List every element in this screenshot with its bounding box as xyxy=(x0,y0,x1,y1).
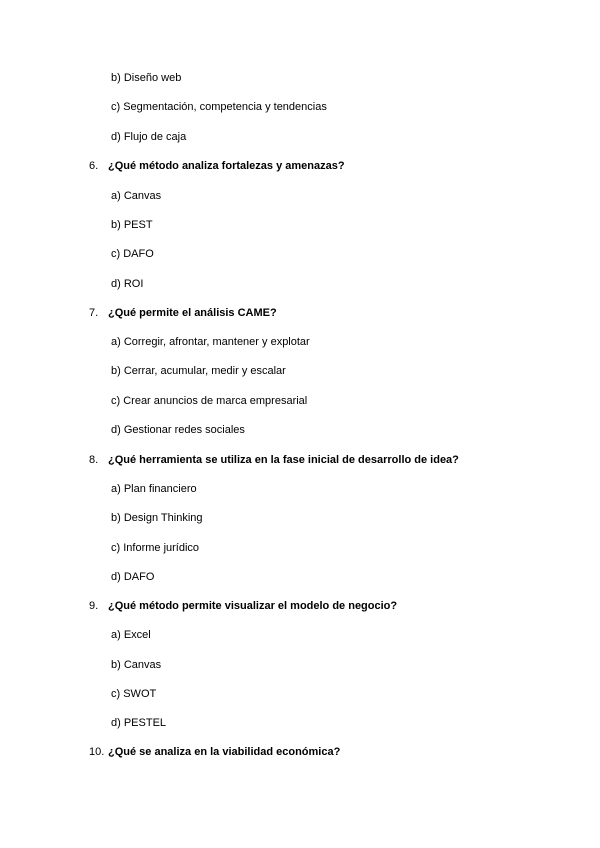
option-c-crear-anuncios: c) Crear anuncios de marca empresarial xyxy=(111,395,308,407)
question-number: 9. xyxy=(89,600,99,612)
question-number: 8. xyxy=(89,454,99,466)
option-b-cerrar: b) Cerrar, acumular, medir y escalar xyxy=(111,365,286,377)
option-a-excel: a) Excel xyxy=(111,629,151,641)
option-c-swot: c) SWOT xyxy=(111,688,157,700)
option-d-roi: d) ROI xyxy=(111,278,144,290)
question-8 xyxy=(89,453,459,467)
question-number: 6. xyxy=(89,160,99,172)
option-d-dafo: d) DAFO xyxy=(111,571,155,583)
option-c-segmentation: c) Segmentación, competencia y tendencias xyxy=(111,101,327,113)
option-b-canvas: b) Canvas xyxy=(111,659,162,671)
question-number: 7. xyxy=(89,307,99,319)
option-a-plan-financiero: a) Plan financiero xyxy=(111,483,197,495)
question-text: ¿Qué herramienta se utiliza en la fase inicial de desarrollo de idea? xyxy=(108,454,459,466)
question-text: ¿Qué permite el análisis CAME? xyxy=(108,307,277,319)
option-c-informe-juridico: c) Informe jurídico xyxy=(111,542,200,554)
question-text: ¿Qué método analiza fortalezas y amenazas? xyxy=(108,160,345,172)
question-9 xyxy=(89,599,397,613)
option-b-pest: b) PEST xyxy=(111,219,153,231)
option-d-pestel: d) PESTEL xyxy=(111,717,167,729)
option-a-canvas: a) Canvas xyxy=(111,190,162,202)
option-b-design-thinking: b) Design Thinking xyxy=(111,512,203,524)
question-6 xyxy=(89,159,345,173)
option-a-corregir: a) Corregir, afrontar, mantener y explotar xyxy=(111,336,310,348)
option-d-cash-flow: d) Flujo de caja xyxy=(111,131,187,143)
question-number: 10. xyxy=(89,746,105,758)
question-7 xyxy=(89,306,277,320)
question-10 xyxy=(89,745,340,759)
option-c-dafo: c) DAFO xyxy=(111,248,154,260)
option-b-web-design: b) Diseño web xyxy=(111,72,182,84)
question-text: ¿Qué se analiza en la viabilidad económica? xyxy=(108,746,341,758)
question-text: ¿Qué método permite visualizar el modelo de negocio? xyxy=(108,600,398,612)
option-d-gestionar-redes: d) Gestionar redes sociales xyxy=(111,424,245,436)
